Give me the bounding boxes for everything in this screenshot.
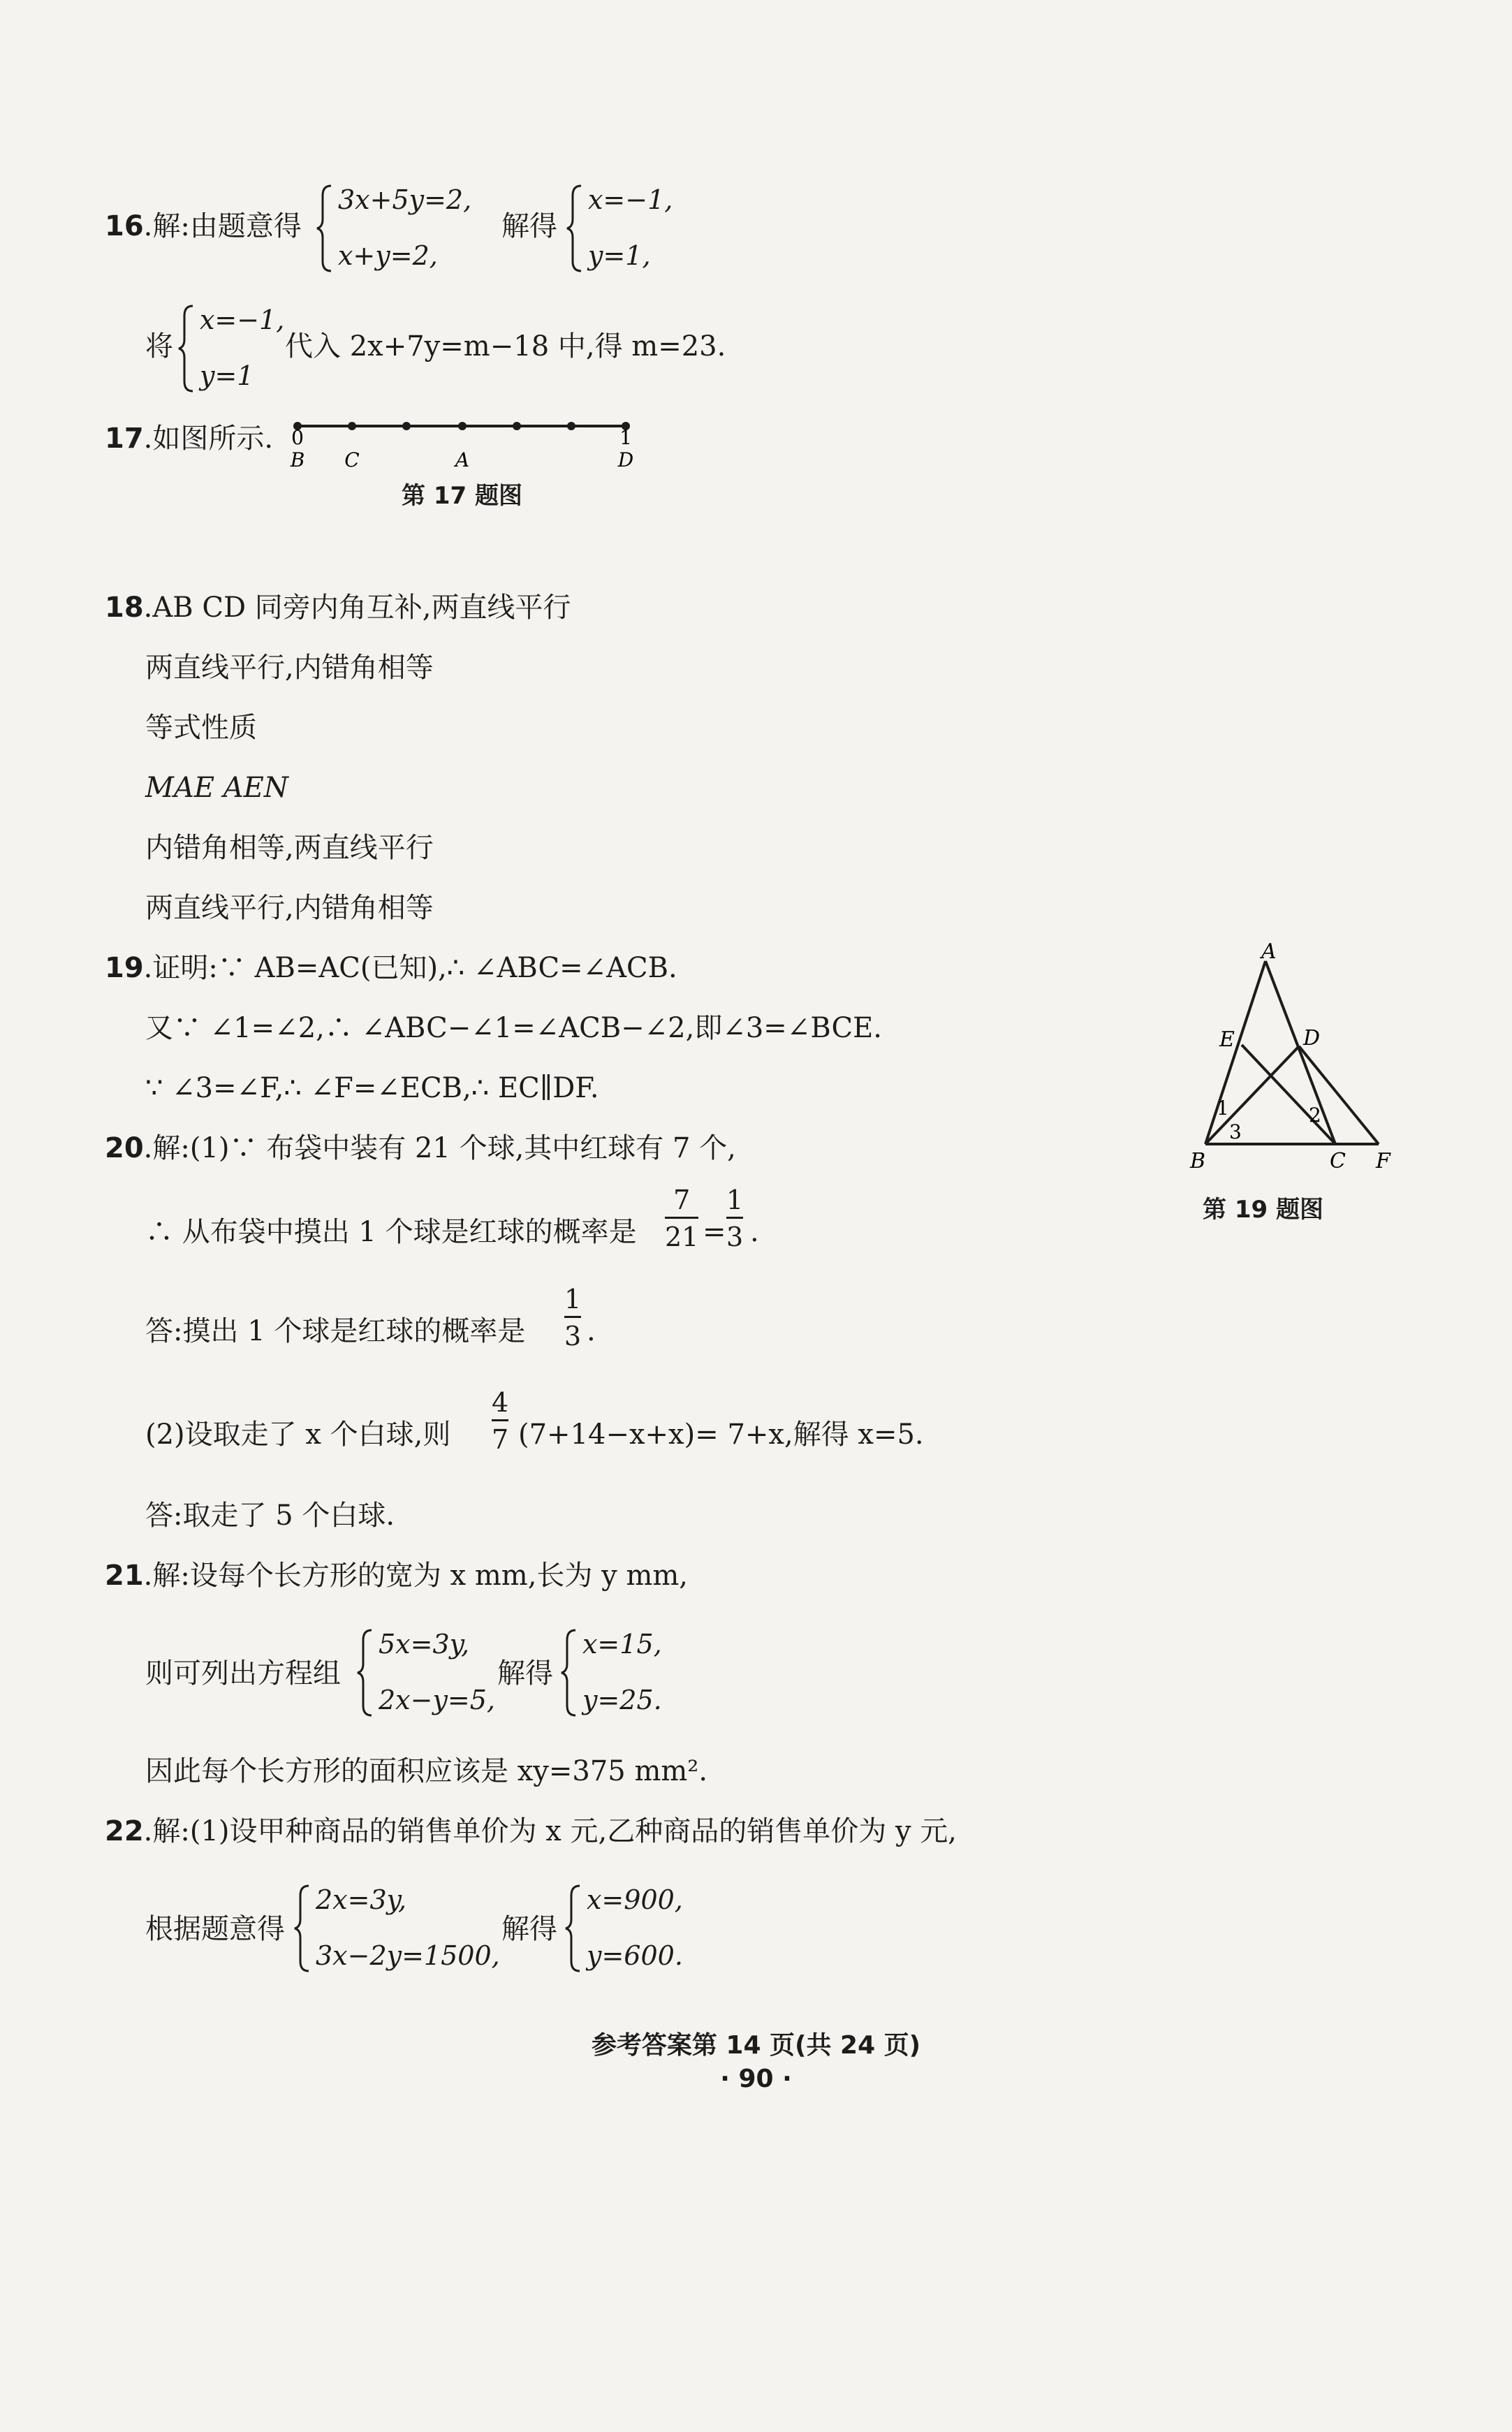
- q22-eq2: 3x−2y=1500,: [316, 1940, 500, 1971]
- q21-number: 21: [105, 1560, 144, 1592]
- left-brace-icon: [355, 1627, 376, 1718]
- q22-sol2: y=600.: [587, 1940, 683, 1971]
- label-B: B: [290, 448, 305, 471]
- q20-answer1-lead: 答:摸出 1 个球是红球的概率是: [145, 1315, 526, 1347]
- q16-solution-system: [564, 183, 718, 274]
- q18-text1: .AB CD 同旁内角互补,两直线平行: [143, 592, 571, 624]
- angle-1-label: 1: [1217, 1097, 1229, 1120]
- q16-sub-lead: 将: [145, 330, 173, 362]
- angle-3-label: 3: [1229, 1120, 1242, 1143]
- left-brace-icon: [176, 303, 197, 394]
- q18-line4: MAE AEN: [145, 772, 288, 804]
- q20-answer1-dot: .: [587, 1315, 596, 1347]
- q16-eq1: 3x+5y=2,: [338, 184, 472, 215]
- tick-label-1: 1: [619, 426, 632, 449]
- q20-text1: .解:(1)∵ 布袋中装有 21 个球,其中红球有 7 个,: [143, 1132, 736, 1164]
- q21-eq2: 2x−y=5,: [379, 1685, 496, 1715]
- frac-numerator: 1: [564, 1284, 582, 1314]
- q22-equation-system: [292, 1883, 515, 1974]
- q18-line1: [105, 591, 571, 624]
- vertex-E: E: [1219, 1027, 1235, 1052]
- q21-sol2: y=25.: [582, 1685, 662, 1715]
- q16-eq2: x+y=2,: [338, 240, 438, 271]
- segment-EC: [1242, 1045, 1335, 1144]
- label-D: D: [617, 448, 634, 471]
- q20-fraction-7-21: [665, 1185, 698, 1252]
- q20-line1: [105, 1131, 736, 1165]
- q21-text1: .解:设每个长方形的宽为 x mm,长为 y mm,: [143, 1560, 689, 1592]
- q17-number: 17: [105, 423, 144, 455]
- left-brace-icon: [559, 1627, 580, 1718]
- q21-solution-system: [559, 1627, 712, 1718]
- q20-answer2: 答:取走了 5 个白球.: [145, 1500, 395, 1532]
- q16-sub-y: y=1: [200, 360, 254, 391]
- q21-solve-label: 解得: [497, 1657, 553, 1690]
- q21-lead: 则可列出方程组: [145, 1657, 341, 1690]
- q16-number: 16: [105, 210, 144, 242]
- q20-line2-dot: .: [750, 1216, 759, 1248]
- frac-numerator: 1: [726, 1185, 744, 1215]
- q20-equals: =: [703, 1216, 726, 1248]
- segment-AC: [1265, 961, 1335, 1144]
- label-A: A: [455, 448, 470, 471]
- q20-fraction-1-3: [726, 1185, 743, 1252]
- q22-lead: 根据题意得: [145, 1913, 285, 1945]
- q20-part2-lead: (2)设取走了 x 个白球,则: [145, 1419, 451, 1451]
- q18-number: 18: [105, 592, 144, 624]
- q20-answer1-fraction: [564, 1284, 581, 1351]
- q18-line6: 两直线平行,内错角相等: [145, 892, 434, 924]
- q20-line2-lead: ∴ 从布袋中摸出 1 个球是红球的概率是: [145, 1216, 637, 1248]
- point-C: [348, 422, 356, 430]
- q17-line: [105, 422, 273, 455]
- q16-sol2: y=1,: [588, 240, 651, 271]
- q21-eq1: 5x=3y,: [379, 1629, 470, 1660]
- segment-AB: [1205, 961, 1265, 1144]
- point-A: [458, 422, 467, 430]
- label-C: C: [344, 448, 360, 471]
- q18-line5: 内错角相等,两直线平行: [145, 832, 434, 864]
- vertex-D: D: [1303, 1026, 1321, 1050]
- page-number: · 90 ·: [720, 2065, 792, 2093]
- frac-bar: [492, 1419, 508, 1421]
- frac-numerator: 4: [492, 1387, 509, 1418]
- q22-number: 22: [105, 1815, 144, 1847]
- frac-denominator: 7: [492, 1424, 509, 1455]
- segment-BD: [1205, 1046, 1299, 1144]
- q22-line1: [105, 1815, 957, 1848]
- q22-sol1: x=900,: [587, 1884, 683, 1915]
- frac-bar: [564, 1316, 581, 1318]
- q19-line2: 又∵ ∠1=∠2,∴ ∠ABC−∠1=∠ACB−∠2,即∠3=∠BCE.: [145, 1012, 882, 1044]
- vertex-F: F: [1376, 1149, 1390, 1173]
- q20-number: 20: [105, 1132, 144, 1164]
- q19-triangle-figure: [1180, 939, 1418, 1173]
- vertex-A: A: [1261, 939, 1277, 964]
- point-mid-2: [513, 422, 521, 430]
- q21-line3: 因此每个长方形的面积应该是 xy=375 mm².: [145, 1755, 708, 1787]
- q22-eq1: 2x=3y,: [316, 1884, 407, 1915]
- frac-bar: [726, 1217, 743, 1219]
- q17-text: .如图所示.: [143, 423, 274, 455]
- q19-line3: ∵ ∠3=∠F,∴ ∠F=∠ECB,∴ EC∥DF.: [145, 1072, 599, 1104]
- left-brace-icon: [314, 183, 335, 274]
- tick-label-0: 0: [291, 426, 304, 449]
- frac-denominator: 3: [726, 1222, 744, 1252]
- q16-equation-system: [314, 183, 524, 274]
- left-brace-icon: [563, 1883, 584, 1974]
- q22-solve-label: 解得: [501, 1913, 557, 1945]
- q22-solution-system: [563, 1883, 731, 1974]
- frac-bar: [665, 1217, 698, 1219]
- left-brace-icon: [564, 183, 585, 274]
- q19-number: 19: [105, 952, 144, 984]
- point-mid-1: [402, 422, 411, 430]
- q16-sol1: x=−1,: [588, 184, 673, 215]
- q16-sub-tail: 代入 2x+7y=m−18 中,得 m=23.: [285, 330, 726, 362]
- point-mid-3: [567, 422, 575, 430]
- q16-sub-system: [176, 303, 288, 394]
- segment-DF: [1299, 1046, 1379, 1144]
- frac-denominator: 21: [665, 1222, 699, 1252]
- q20-part2-tail: (7+14−x+x)= 7+x,解得 x=5.: [518, 1419, 924, 1451]
- q19-text1: .证明:∵ AB=AC(已知),∴ ∠ABC=∠ACB.: [143, 952, 677, 984]
- q18-line3: 等式性质: [145, 712, 257, 744]
- q21-sol1: x=15,: [582, 1629, 662, 1660]
- q16-line1: [105, 210, 302, 243]
- left-brace-icon: [292, 1883, 313, 1974]
- q22-text1: .解:(1)设甲种商品的销售单价为 x 元,乙种商品的销售单价为 y 元,: [143, 1815, 957, 1847]
- q16-sub-x: x=−1,: [200, 305, 285, 335]
- angle-2-label: 2: [1309, 1104, 1321, 1127]
- q19-caption: 第 19 题图: [1203, 1196, 1323, 1224]
- q20-fraction-4-7: [492, 1387, 508, 1455]
- q16-intro: .解:由题意得: [143, 210, 302, 242]
- q17-caption: 第 17 题图: [402, 482, 522, 510]
- page-footer-answer-key: 参考答案第 14 页(共 24 页): [591, 2031, 921, 2060]
- q16-solve-label: 解得: [501, 210, 557, 242]
- q21-line1: [105, 1559, 688, 1592]
- q19-line1: [105, 951, 677, 985]
- frac-denominator: 3: [564, 1321, 582, 1351]
- q18-line2: 两直线平行,内错角相等: [145, 652, 434, 684]
- frac-numerator: 7: [673, 1185, 691, 1215]
- vertex-C: C: [1330, 1149, 1346, 1173]
- vertex-B: B: [1190, 1149, 1206, 1173]
